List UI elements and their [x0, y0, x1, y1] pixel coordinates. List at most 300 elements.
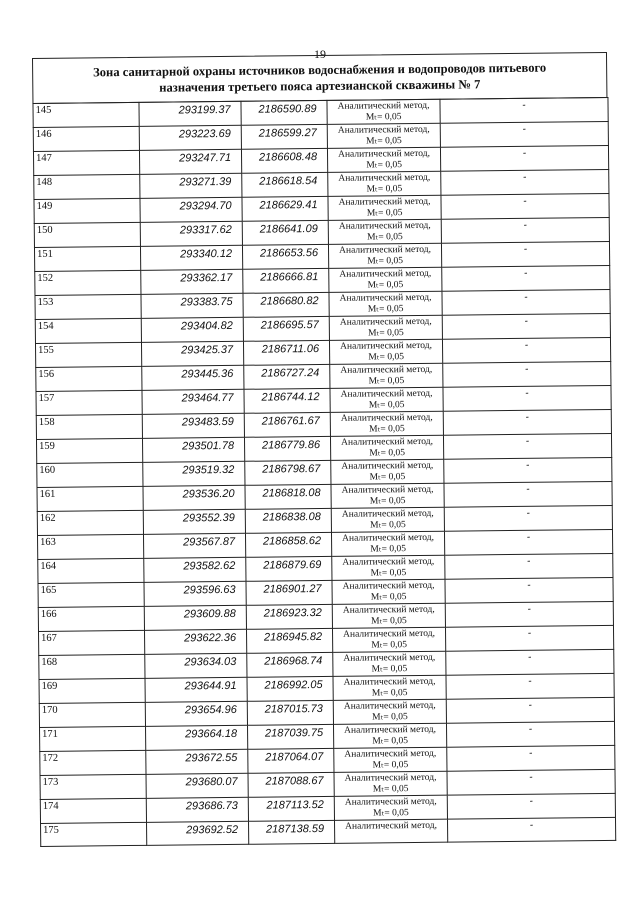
method-text: Mₜ= 0,05: [370, 568, 407, 579]
method-text: Mₜ= 0,05: [368, 352, 405, 363]
mark-text: -: [529, 819, 534, 831]
point-number-cell: [34, 174, 140, 199]
method-text: Аналитический метод,: [339, 316, 432, 328]
method-text: Mₜ= 0,05: [372, 760, 409, 771]
method-text: Mₜ= 0,05: [365, 112, 402, 123]
mark-cell: [443, 361, 611, 387]
point-number-cell: [37, 510, 143, 535]
mark-text: -: [525, 435, 530, 447]
method-text: Аналитический метод,: [343, 700, 436, 712]
point-number-text: 149: [36, 200, 53, 212]
point-number-cell: [35, 294, 141, 319]
method-text: Аналитический метод,: [339, 292, 432, 304]
coordinate-x-cell: [146, 725, 248, 750]
method-text: Аналитический метод,: [341, 460, 434, 472]
mark-text: -: [528, 699, 533, 711]
coordinate-x-text: 293404.82: [180, 319, 233, 333]
coordinate-x-text: 293596.63: [183, 583, 236, 597]
coordinate-x-text: 293425.37: [181, 343, 234, 357]
coordinate-y-text: 2186744.12: [261, 391, 320, 404]
coordinate-y-text: 2187088.67: [265, 774, 324, 788]
coordinate-y-text: 2186629.41: [259, 199, 318, 212]
method-text: Аналитический метод,: [340, 412, 433, 424]
method-text: Mₜ= 0,05: [368, 376, 405, 387]
mark-cell: [442, 289, 610, 315]
mark-cell: [443, 385, 611, 411]
coordinate-x-cell: [144, 629, 246, 654]
mark-text: -: [525, 411, 530, 423]
method-cell: [334, 771, 447, 796]
point-number-text: 162: [39, 512, 56, 524]
mark-text: -: [522, 99, 526, 111]
method-cell: [328, 171, 441, 196]
method-text: Аналитический метод,: [342, 556, 435, 568]
point-number-text: 172: [42, 752, 59, 764]
mark-cell: [446, 673, 614, 699]
coordinate-x-text: 293644.91: [184, 679, 237, 693]
point-number-text: 173: [42, 776, 59, 788]
point-number-text: 147: [35, 152, 52, 164]
mark-cell: [441, 241, 609, 267]
method-text: Аналитический метод,: [342, 604, 435, 616]
coordinate-y-text: 2186618.54: [259, 175, 318, 188]
method-text: Mₜ= 0,05: [366, 160, 402, 171]
mark-cell: [441, 193, 609, 219]
mark-text: -: [523, 219, 528, 231]
coordinate-y-cell: [245, 508, 331, 533]
coordinate-y-cell: [244, 364, 330, 389]
method-cell: [332, 603, 445, 628]
method-cell: [333, 651, 446, 676]
method-cell: [327, 147, 440, 172]
coordinate-x-text: 293483.59: [181, 415, 234, 429]
coordinate-y-text: 2186680.82: [260, 295, 319, 308]
method-text: Mₜ= 0,05: [369, 424, 405, 435]
mark-cell: [444, 457, 612, 483]
mark-text: -: [527, 579, 531, 591]
coordinate-x-cell: [144, 581, 246, 606]
coordinate-y-text: 2187015.73: [264, 702, 323, 716]
mark-cell: [447, 769, 615, 795]
coordinate-y-text: 2186858.62: [262, 534, 322, 548]
mark-cell: [445, 577, 613, 603]
point-number-text: 146: [35, 128, 52, 140]
method-cell: [330, 435, 443, 460]
coordinate-x-text: 293362.17: [180, 271, 233, 285]
coordinate-x-cell: [139, 125, 241, 150]
point-number-cell: [40, 726, 146, 751]
point-number-text: 151: [36, 248, 53, 260]
coordinate-y-cell: [246, 628, 332, 653]
mark-text: -: [529, 771, 533, 783]
coordinate-y-cell: [246, 604, 332, 629]
mark-cell: [441, 169, 609, 195]
coordinate-y-text: 2186653.56: [259, 247, 319, 260]
point-number-cell: [35, 342, 141, 367]
method-text: Mₜ= 0,05: [371, 688, 408, 699]
method-text: Аналитический метод,: [339, 268, 432, 280]
coordinate-x-text: 293664.18: [185, 727, 238, 741]
coordinate-y-cell: [247, 676, 333, 701]
method-text: Аналитический метод,: [340, 364, 433, 376]
coordinate-x-text: 293692.52: [186, 823, 239, 837]
method-text: Аналитический метод,: [344, 724, 437, 736]
point-number-cell: [36, 366, 142, 391]
coordinate-y-cell: [243, 268, 329, 293]
point-number-cell: [36, 414, 142, 439]
coordinate-y-cell: [242, 172, 328, 197]
point-number-cell: [35, 270, 141, 295]
method-cell: [329, 291, 442, 316]
coordinate-x-text: 293680.07: [185, 775, 238, 789]
coordinate-y-text: 2186779.86: [261, 439, 321, 452]
coordinate-x-text: 293199.37: [178, 103, 231, 117]
method-text: Mₜ= 0,05: [366, 184, 403, 195]
method-text: Mₜ= 0,05: [370, 520, 406, 531]
table-title-line-1: Зона санитарной охраны источников водоснабжения и водопроводов питьевого: [93, 60, 547, 80]
document-sheet: [32, 52, 616, 878]
coordinate-x-cell: [143, 533, 245, 558]
point-number-text: 169: [41, 680, 58, 692]
mark-text: -: [523, 195, 527, 207]
method-text: Mₜ= 0,05: [366, 136, 402, 147]
method-text: Mₜ= 0,05: [369, 448, 406, 459]
coordinate-y-text: 2186761.67: [261, 415, 320, 428]
coordinate-y-text: 2186798.67: [262, 463, 321, 476]
mark-text: -: [524, 315, 529, 327]
method-cell: [332, 627, 445, 652]
mark-text: -: [524, 291, 528, 303]
point-number-cell: [39, 630, 145, 655]
point-number-text: 158: [38, 416, 55, 428]
coordinate-x-text: 293634.03: [184, 655, 237, 669]
coordinate-y-text: 2186992.05: [264, 678, 323, 692]
method-text: Аналитический метод,: [340, 340, 433, 352]
point-number-text: 157: [38, 392, 55, 404]
point-number-cell: [36, 438, 142, 463]
coordinate-x-text: 293519.32: [182, 463, 235, 477]
method-cell: [330, 387, 443, 412]
point-number-text: 163: [40, 536, 56, 548]
mark-cell: [446, 649, 614, 675]
mark-text: -: [523, 243, 528, 255]
point-number-cell: [39, 678, 145, 703]
method-text: Mₜ= 0,05: [371, 616, 407, 627]
mark-text: -: [528, 723, 533, 735]
coordinate-x-cell: [139, 101, 241, 126]
method-text: Аналитический метод,: [337, 124, 430, 136]
mark-cell: [447, 793, 615, 819]
mark-text: -: [522, 123, 527, 135]
coordinate-y-text: 2186968.74: [264, 654, 323, 668]
coordinate-y-cell: [242, 196, 328, 221]
coordinate-y-text: 2186818.08: [262, 487, 321, 500]
coordinate-x-cell: [140, 197, 242, 222]
coordinate-y-cell: [246, 580, 332, 605]
point-number-cell: [33, 102, 139, 127]
point-number-text: 153: [37, 296, 54, 308]
method-cell: [330, 363, 443, 388]
method-text: Mₜ= 0,05: [370, 592, 407, 603]
mark-cell: [440, 121, 608, 147]
point-number-cell: [38, 582, 144, 607]
coordinate-x-cell: [142, 413, 244, 438]
mark-cell: [442, 313, 610, 339]
coordinate-y-text: 2186641.09: [259, 223, 318, 236]
point-number-text: 145: [35, 104, 52, 116]
coordinate-y-cell: [247, 724, 333, 749]
coordinate-y-text: 2186666.81: [260, 271, 319, 284]
method-cell: [330, 411, 443, 436]
method-text: Аналитический метод,: [337, 100, 430, 112]
coordinate-y-text: 2186901.27: [263, 582, 322, 596]
mark-cell: [443, 433, 611, 459]
method-text: Mₜ= 0,05: [366, 208, 403, 219]
point-number-cell: [40, 750, 146, 775]
point-number-text: 160: [39, 464, 56, 476]
method-text: Аналитический метод,: [344, 748, 437, 760]
table-title: [32, 52, 607, 104]
mark-cell: [445, 625, 613, 651]
mark-text: -: [524, 339, 529, 351]
coordinates-table: [32, 97, 616, 847]
point-number-text: 166: [40, 608, 57, 620]
table-row: [41, 817, 616, 846]
coordinates-table-body: [33, 97, 616, 846]
coordinate-x-cell: [143, 461, 245, 486]
coordinate-x-cell: [144, 605, 246, 630]
method-text: Mₜ= 0,05: [367, 232, 403, 243]
coordinate-y-cell: [249, 820, 335, 844]
method-cell: [335, 819, 448, 844]
mark-cell: [444, 505, 612, 531]
method-text: Mₜ= 0,05: [367, 280, 404, 291]
mark-text: -: [526, 507, 531, 519]
mark-text: -: [523, 171, 527, 183]
coordinate-y-cell: [247, 700, 333, 725]
coordinate-x-text: 293317.62: [179, 223, 232, 237]
point-number-text: 167: [41, 632, 57, 644]
mark-text: -: [529, 795, 534, 807]
coordinate-x-cell: [140, 173, 242, 198]
coordinate-y-cell: [244, 388, 330, 413]
method-cell: [328, 243, 441, 268]
point-number-cell: [37, 486, 143, 511]
method-cell: [334, 747, 447, 772]
coordinate-x-cell: [142, 365, 244, 390]
coordinate-x-cell: [139, 149, 241, 174]
coordinate-x-cell: [141, 269, 243, 294]
method-text: Аналитический метод,: [341, 484, 434, 496]
mark-text: -: [527, 627, 532, 639]
method-text: Mₜ= 0,05: [369, 472, 406, 483]
point-number-text: 154: [37, 320, 54, 332]
point-number-cell: [34, 198, 140, 223]
mark-text: -: [525, 387, 529, 399]
mark-cell: [440, 97, 608, 123]
coordinate-x-text: 293582.62: [183, 559, 236, 573]
coordinate-x-text: 293609.88: [183, 607, 236, 621]
point-number-cell: [38, 534, 144, 559]
mark-cell: [444, 529, 612, 555]
point-number-text: 165: [40, 584, 57, 596]
point-number-cell: [37, 462, 143, 487]
coordinate-x-cell: [141, 293, 243, 318]
coordinate-y-text: 2186695.57: [260, 319, 319, 332]
coordinate-y-cell: [244, 436, 330, 461]
coordinate-y-cell: [241, 100, 327, 125]
method-cell: [329, 339, 442, 364]
coordinate-x-text: 293294.70: [179, 199, 232, 213]
coordinate-x-text: 293340.12: [180, 247, 233, 261]
coordinate-x-text: 293672.55: [185, 751, 238, 765]
method-cell: [329, 267, 442, 292]
coordinate-y-cell: [244, 412, 330, 437]
method-text: Аналитический метод,: [343, 628, 436, 640]
point-number-text: 164: [40, 560, 57, 572]
point-number-cell: [40, 798, 146, 823]
method-cell: [331, 483, 444, 508]
method-cell: [329, 315, 442, 340]
point-number-text: 168: [41, 656, 58, 668]
method-text: Аналитический метод,: [344, 796, 437, 808]
coordinate-x-cell: [141, 341, 243, 366]
method-text: Аналитический метод,: [338, 196, 431, 208]
method-text: Аналитический метод,: [338, 148, 430, 160]
method-cell: [333, 699, 446, 724]
method-text: Mₜ= 0,05: [371, 664, 408, 675]
mark-cell: [444, 481, 612, 507]
method-text: Mₜ= 0,05: [370, 544, 407, 555]
method-cell: [327, 99, 440, 124]
point-number-cell: [34, 246, 140, 271]
coordinate-y-cell: [248, 748, 334, 773]
coordinate-y-cell: [242, 220, 328, 245]
coordinate-y-text: 2187138.59: [265, 822, 325, 836]
coordinate-y-cell: [248, 796, 334, 821]
coordinate-x-cell: [146, 749, 248, 774]
method-cell: [327, 123, 440, 148]
method-text: Аналитический метод,: [343, 676, 436, 688]
coordinate-y-cell: [247, 652, 333, 677]
mark-cell: [447, 745, 615, 771]
point-number-text: 175: [43, 824, 59, 836]
point-number-cell: [38, 558, 144, 583]
coordinate-x-text: 293567.87: [183, 535, 236, 549]
method-text: Mₜ= 0,05: [367, 304, 404, 315]
coordinate-x-cell: [145, 653, 247, 678]
coordinate-y-text: 2187113.52: [266, 798, 324, 812]
page-number: 19: [314, 47, 326, 61]
method-cell: [328, 195, 441, 220]
coordinate-x-cell: [143, 485, 245, 510]
coordinate-y-cell: [248, 772, 334, 797]
point-number-cell: [38, 606, 144, 631]
mark-cell: [447, 817, 615, 842]
mark-text: -: [526, 483, 530, 495]
coordinate-x-text: 293654.96: [184, 703, 237, 717]
coordinate-x-text: 293445.36: [181, 367, 234, 381]
coordinate-y-cell: [242, 244, 328, 269]
coordinate-y-text: 2186838.08: [262, 511, 321, 524]
mark-text: -: [526, 459, 530, 471]
point-number-text: 161: [39, 488, 56, 500]
method-cell: [331, 531, 444, 556]
coordinate-x-cell: [142, 389, 244, 414]
method-text: Mₜ= 0,05: [372, 784, 409, 795]
mark-cell: [443, 409, 611, 435]
mark-cell: [445, 553, 613, 579]
coordinate-x-cell: [145, 701, 247, 726]
method-text: Mₜ= 0,05: [367, 256, 403, 267]
method-text: Mₜ= 0,05: [372, 712, 408, 723]
coordinate-y-text: 2186727.24: [261, 367, 320, 380]
method-text: Аналитический метод,: [340, 388, 433, 400]
point-number-text: 171: [42, 728, 58, 740]
point-number-text: 152: [37, 272, 54, 284]
mark-text: -: [528, 675, 532, 687]
mark-text: -: [526, 531, 531, 543]
mark-text: -: [525, 363, 529, 375]
point-number-cell: [36, 390, 142, 415]
method-cell: [328, 219, 441, 244]
coordinate-y-cell: [245, 532, 331, 557]
method-text: Mₜ= 0,05: [373, 808, 409, 819]
method-text: Аналитический метод,: [339, 244, 432, 256]
method-text: Аналитический метод,: [341, 508, 434, 520]
mark-cell: [440, 145, 608, 171]
coordinate-x-text: 293223.69: [178, 127, 231, 141]
method-cell: [331, 507, 444, 532]
coordinate-x-cell: [142, 437, 244, 462]
coordinate-x-cell: [140, 245, 242, 270]
point-number-text: 170: [41, 704, 58, 716]
point-number-text: 159: [39, 440, 55, 452]
coordinate-x-text: 293552.39: [182, 511, 235, 525]
coordinate-x-text: 293464.77: [181, 391, 234, 405]
method-text: Mₜ= 0,05: [371, 640, 408, 651]
point-number-cell: [33, 126, 139, 151]
method-text: Аналитический метод,: [343, 652, 436, 664]
coordinate-y-text: 2186599.27: [258, 127, 317, 140]
method-cell: [332, 555, 445, 580]
mark-cell: [446, 697, 614, 723]
coordinate-x-text: 293383.75: [180, 295, 233, 309]
mark-cell: [441, 217, 609, 243]
point-number-text: 174: [42, 800, 59, 812]
point-number-cell: [39, 654, 145, 679]
mark-text: -: [528, 651, 532, 663]
mark-text: -: [522, 147, 527, 159]
mark-text: -: [527, 603, 532, 615]
method-text: Аналитический метод,: [342, 580, 435, 592]
method-text: Mₜ= 0,05: [369, 496, 406, 507]
coordinate-y-text: 2186945.82: [263, 630, 323, 644]
coordinate-x-cell: [145, 677, 247, 702]
method-text: Mₜ= 0,05: [368, 400, 405, 411]
coordinate-x-cell: [144, 557, 246, 582]
mark-cell: [446, 721, 614, 747]
point-number-cell: [33, 150, 139, 175]
coordinate-x-cell: [141, 317, 243, 342]
coordinate-x-cell: [146, 773, 248, 798]
mark-cell: [442, 337, 610, 363]
coordinate-y-cell: [245, 484, 331, 509]
point-number-text: 148: [36, 176, 53, 188]
method-cell: [333, 723, 446, 748]
point-number-cell: [40, 774, 146, 799]
coordinate-y-cell: [243, 292, 329, 317]
